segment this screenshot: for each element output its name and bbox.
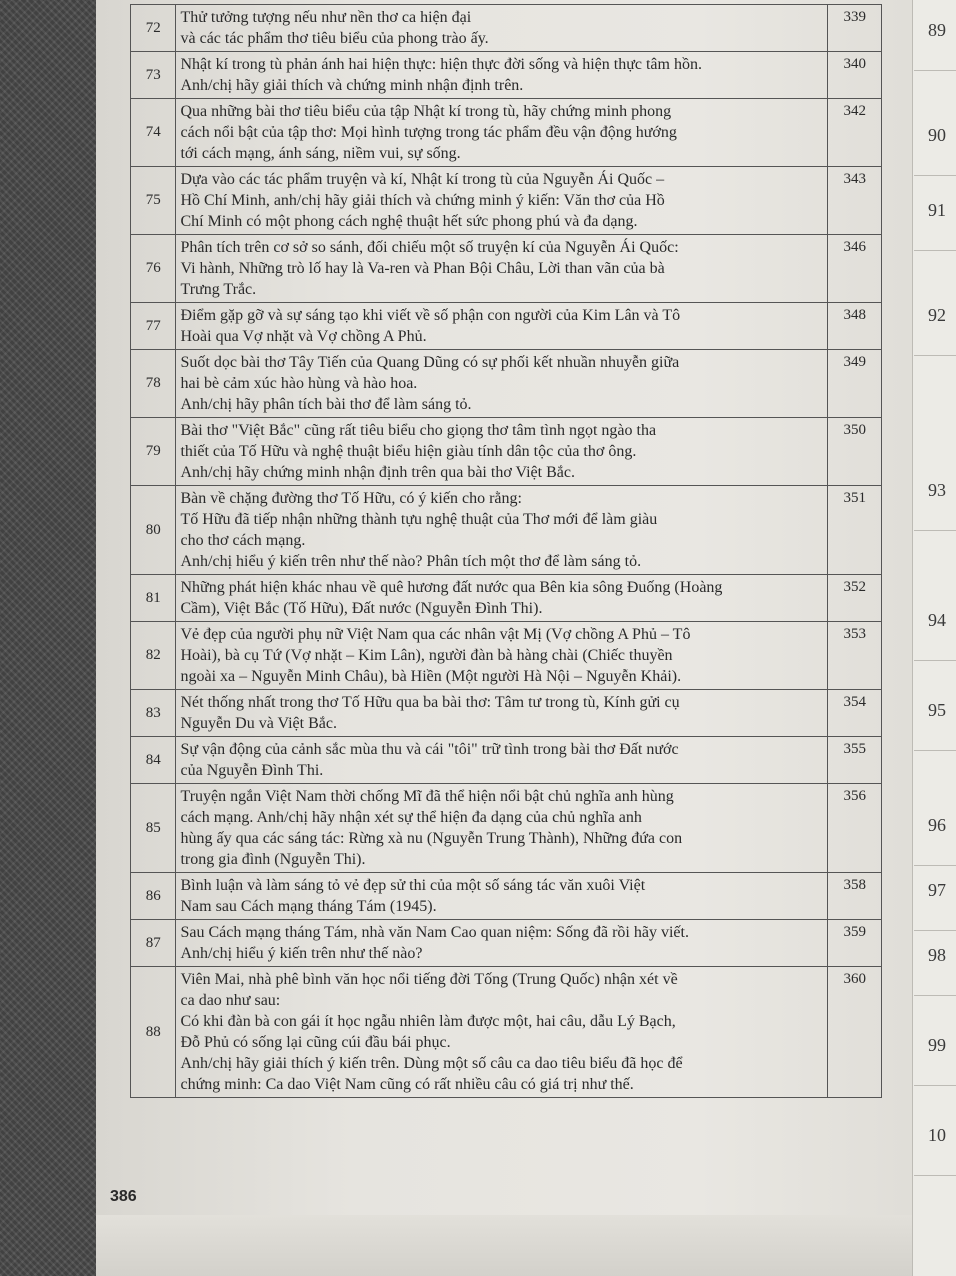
toc-body (131, 5, 882, 1098)
text-line: Hoài qua Vợ nhặt và Vợ chồng A Phủ. (180, 328, 427, 345)
text-line: Suốt dọc bài thơ Tây Tiến của Quang Dũng có sự phối kết nhuần nhuyễn giữa (180, 354, 680, 371)
text-line: Viên Mai, nhà phê bình văn học nổi tiếng đời Tống (Trung Quốc) nhận xét về (180, 971, 678, 988)
row-text (176, 303, 828, 350)
row-number: 75 (131, 167, 176, 235)
text-line: Thử tưởng tượng nếu như nền thơ ca hiện đại (180, 9, 472, 26)
row-page: 359 (828, 920, 882, 967)
text-line: Bình luận và làm sáng tỏ vẻ đẹp sử thi của một số sáng tác văn xuôi Việt (180, 877, 646, 894)
table-row (131, 5, 882, 52)
table-row (131, 575, 882, 622)
table-row (131, 873, 882, 920)
text-line: Anh/chị hãy phân tích bài thơ để làm sáng tỏ. (180, 396, 472, 413)
text-line: Tố Hữu đã tiếp nhận những thành tựu nghệ thuật của Thơ mới để làm giàu (180, 511, 658, 528)
margin-rule (914, 250, 956, 251)
row-number: 81 (131, 575, 176, 622)
margin-number: 92 (928, 305, 946, 325)
row-text (176, 575, 828, 622)
row-text (176, 167, 828, 235)
row-number: 80 (131, 486, 176, 575)
row-number: 73 (131, 52, 176, 99)
page-bottom-shade (96, 1215, 956, 1276)
row-page: 350 (828, 418, 882, 486)
text-line: Sự vận động của cảnh sắc mùa thu và cái "tôi" trữ tình trong bài thơ Đất nước (180, 741, 679, 758)
row-page: 342 (828, 99, 882, 167)
margin-rule (914, 175, 956, 176)
margin-number: 90 (928, 125, 946, 145)
margin-number: 98 (928, 945, 946, 965)
margin-number: 95 (928, 700, 946, 720)
text-line: ca dao như sau: (180, 992, 281, 1009)
row-number: 87 (131, 920, 176, 967)
text-line: Có khi đàn bà con gái ít học ngẫu nhiên làm được một, hai câu, dẫu Lý Bạch, (180, 1013, 676, 1030)
row-text (176, 622, 828, 690)
table-row (131, 967, 882, 1098)
text-line: Đỗ Phủ có sống lại cũng cúi đầu bái phục. (180, 1034, 451, 1051)
text-line: trong gia đình (Nguyễn Thi). (180, 851, 366, 868)
row-number: 74 (131, 99, 176, 167)
text-line: Trưng Trắc. (180, 281, 257, 298)
row-text (176, 873, 828, 920)
text-line: Anh/chị hiểu ý kiến trên như thế nào? (180, 945, 423, 962)
row-number: 82 (131, 622, 176, 690)
margin-rule (914, 660, 956, 661)
margin-number: 94 (928, 610, 946, 630)
text-line: và các tác phẩm thơ tiêu biểu của phong trào ấy. (180, 30, 489, 47)
margin-number: 97 (928, 880, 946, 900)
row-page: 349 (828, 350, 882, 418)
text-line: cách mạng. Anh/chị hãy nhận xét sự thể hiện đa dạng của chủ nghĩa anh (180, 809, 642, 826)
row-number: 72 (131, 5, 176, 52)
row-number: 76 (131, 235, 176, 303)
table-row (131, 167, 882, 235)
text-line: Qua những bài thơ tiêu biểu của tập Nhật kí trong tù, hãy chứng minh phong (180, 103, 672, 120)
text-line: Dựa vào các tác phẩm truyện và kí, Nhật kí trong tù của Nguyễn Ái Quốc – (180, 171, 665, 188)
margin-number: 89 (928, 20, 946, 40)
row-text (176, 99, 828, 167)
table-row (131, 303, 882, 350)
row-text (176, 967, 828, 1098)
table-of-contents (130, 4, 882, 1098)
text-line: Chí Minh có một phong cách nghệ thuật hết sức phong phú và đa dạng. (180, 213, 638, 230)
row-number: 78 (131, 350, 176, 418)
row-page: 348 (828, 303, 882, 350)
row-number: 83 (131, 690, 176, 737)
table-row (131, 737, 882, 784)
text-line: Bài thơ "Việt Bắc" cũng rất tiêu biểu cho giọng thơ tâm tình ngọt ngào tha (180, 422, 657, 439)
margin-rule (914, 995, 956, 996)
text-line: cho thơ cách mạng. (180, 532, 306, 549)
row-page: 356 (828, 784, 882, 873)
row-page: 358 (828, 873, 882, 920)
table-row (131, 350, 882, 418)
row-text (176, 350, 828, 418)
row-text (176, 52, 828, 99)
table-row (131, 52, 882, 99)
text-line: Anh/chị hãy giải thích và chứng minh nhận định trên. (180, 77, 524, 94)
table-row (131, 920, 882, 967)
table-row (131, 690, 882, 737)
row-page: 354 (828, 690, 882, 737)
page-number: 386 (110, 1188, 137, 1205)
text-line: tới cách mạng, ánh sáng, niềm vui, sự sống. (180, 145, 461, 162)
table-row (131, 622, 882, 690)
margin-rule (914, 70, 956, 71)
row-text (176, 418, 828, 486)
row-text (176, 5, 828, 52)
margin-number: 10 (928, 1125, 946, 1145)
text-line: Vi hành, Những trò lố hay là Va-ren và Phan Bội Châu, Lời than vãn của bà (180, 260, 665, 277)
table-row (131, 235, 882, 303)
row-number: 77 (131, 303, 176, 350)
margin-rule (914, 355, 956, 356)
text-line: hùng ấy qua các sáng tác: Rừng xà nu (Nguyễn Trung Thành), Những đứa con (180, 830, 683, 847)
row-text (176, 737, 828, 784)
row-page: 346 (828, 235, 882, 303)
text-line: hai bè cảm xúc hào hùng và hào hoa. (180, 375, 418, 392)
table-row (131, 418, 882, 486)
row-text (176, 784, 828, 873)
row-text (176, 486, 828, 575)
text-line: Vẻ đẹp của người phụ nữ Việt Nam qua các nhân vật Mị (Vợ chồng A Phủ – Tô (180, 626, 691, 643)
text-line: Cầm), Việt Bắc (Tố Hữu), Đất nước (Nguyễn Đình Thi). (180, 600, 543, 617)
row-page: 353 (828, 622, 882, 690)
row-number: 88 (131, 967, 176, 1098)
row-text (176, 690, 828, 737)
text-line: Anh/chị hiểu ý kiến trên như thế nào? Phân tích một thơ để làm sáng tỏ. (180, 553, 642, 570)
row-number: 86 (131, 873, 176, 920)
row-text (176, 235, 828, 303)
text-line: cách nổi bật của tập thơ: Mọi hình tượng trong tác phẩm đều vận động hướng (180, 124, 677, 141)
row-page: 360 (828, 967, 882, 1098)
table-row (131, 486, 882, 575)
margin-rule (914, 930, 956, 931)
row-page: 343 (828, 167, 882, 235)
row-number: 84 (131, 737, 176, 784)
margin-rule (914, 865, 956, 866)
text-line: Nam sau Cách mạng tháng Tám (1945). (180, 898, 437, 915)
row-page: 351 (828, 486, 882, 575)
row-page: 339 (828, 5, 882, 52)
text-line: Anh/chị hãy giải thích ý kiến trên. Dùng một số câu ca dao tiêu biểu đã học để (180, 1055, 683, 1072)
text-line: Bàn về chặng đường thơ Tố Hữu, có ý kiến cho rằng: (180, 490, 522, 507)
row-page: 340 (828, 52, 882, 99)
margin-number: 91 (928, 200, 946, 220)
margin-rule (914, 1085, 956, 1086)
text-line: Nét thống nhất trong thơ Tố Hữu qua ba bài thơ: Tâm tư trong tù, Kính gửi cụ (180, 694, 680, 711)
text-line: Truyện ngắn Việt Nam thời chống Mĩ đã thể hiện nổi bật chủ nghĩa anh hùng (180, 788, 674, 805)
margin-rule (914, 750, 956, 751)
text-line: của Nguyễn Đình Thi. (180, 762, 324, 779)
row-number: 79 (131, 418, 176, 486)
table-row (131, 784, 882, 873)
margin-number: 96 (928, 815, 946, 835)
text-line: Hồ Chí Minh, anh/chị hãy giải thích và chứng minh ý kiến: Văn thơ của Hồ (180, 192, 665, 209)
text-line: Nguyễn Du và Việt Bắc. (180, 715, 337, 732)
text-line: Sau Cách mạng tháng Tám, nhà văn Nam Cao quan niệm: Sống đã rồi hãy viết. (180, 924, 689, 941)
text-line: Những phát hiện khác nhau về quê hương đất nước qua Bên kia sông Đuống (Hoàng (180, 579, 723, 596)
text-line: Hoài), bà cụ Tứ (Vợ nhặt – Kim Lân), người đàn bà hàng chài (Chiếc thuyền (180, 647, 673, 664)
margin-rule (914, 1175, 956, 1176)
margin-number: 99 (928, 1035, 946, 1055)
row-number: 85 (131, 784, 176, 873)
margin-number: 93 (928, 480, 946, 500)
row-page: 352 (828, 575, 882, 622)
text-line: chứng minh: Ca dao Việt Nam cũng có rất nhiều câu có giá trị như thế. (180, 1076, 634, 1093)
row-page: 355 (828, 737, 882, 784)
table-row (131, 99, 882, 167)
margin-rule (914, 530, 956, 531)
text-line: Điểm gặp gỡ và sự sáng tạo khi viết về số phận con người của Kim Lân và Tô (180, 307, 681, 324)
text-line: Phân tích trên cơ sở so sánh, đối chiếu một số truyện kí của Nguyễn Ái Quốc: (180, 239, 679, 256)
text-line: ngoài xa – Nguyễn Minh Châu), bà Hiền (Một người Hà Nội – Nguyễn Khải). (180, 668, 682, 685)
text-line: Anh/chị hãy chứng minh nhận định trên qua bài thơ Việt Bắc. (180, 464, 575, 481)
text-line: thiết của Tố Hữu và nghệ thuật biểu hiện giàu tính dân tộc của thơ ông. (180, 443, 637, 460)
text-line: Nhật kí trong tù phản ánh hai hiện thực: hiện thực đời sống và hiện thực tâm hồn. (180, 56, 702, 73)
row-text (176, 920, 828, 967)
